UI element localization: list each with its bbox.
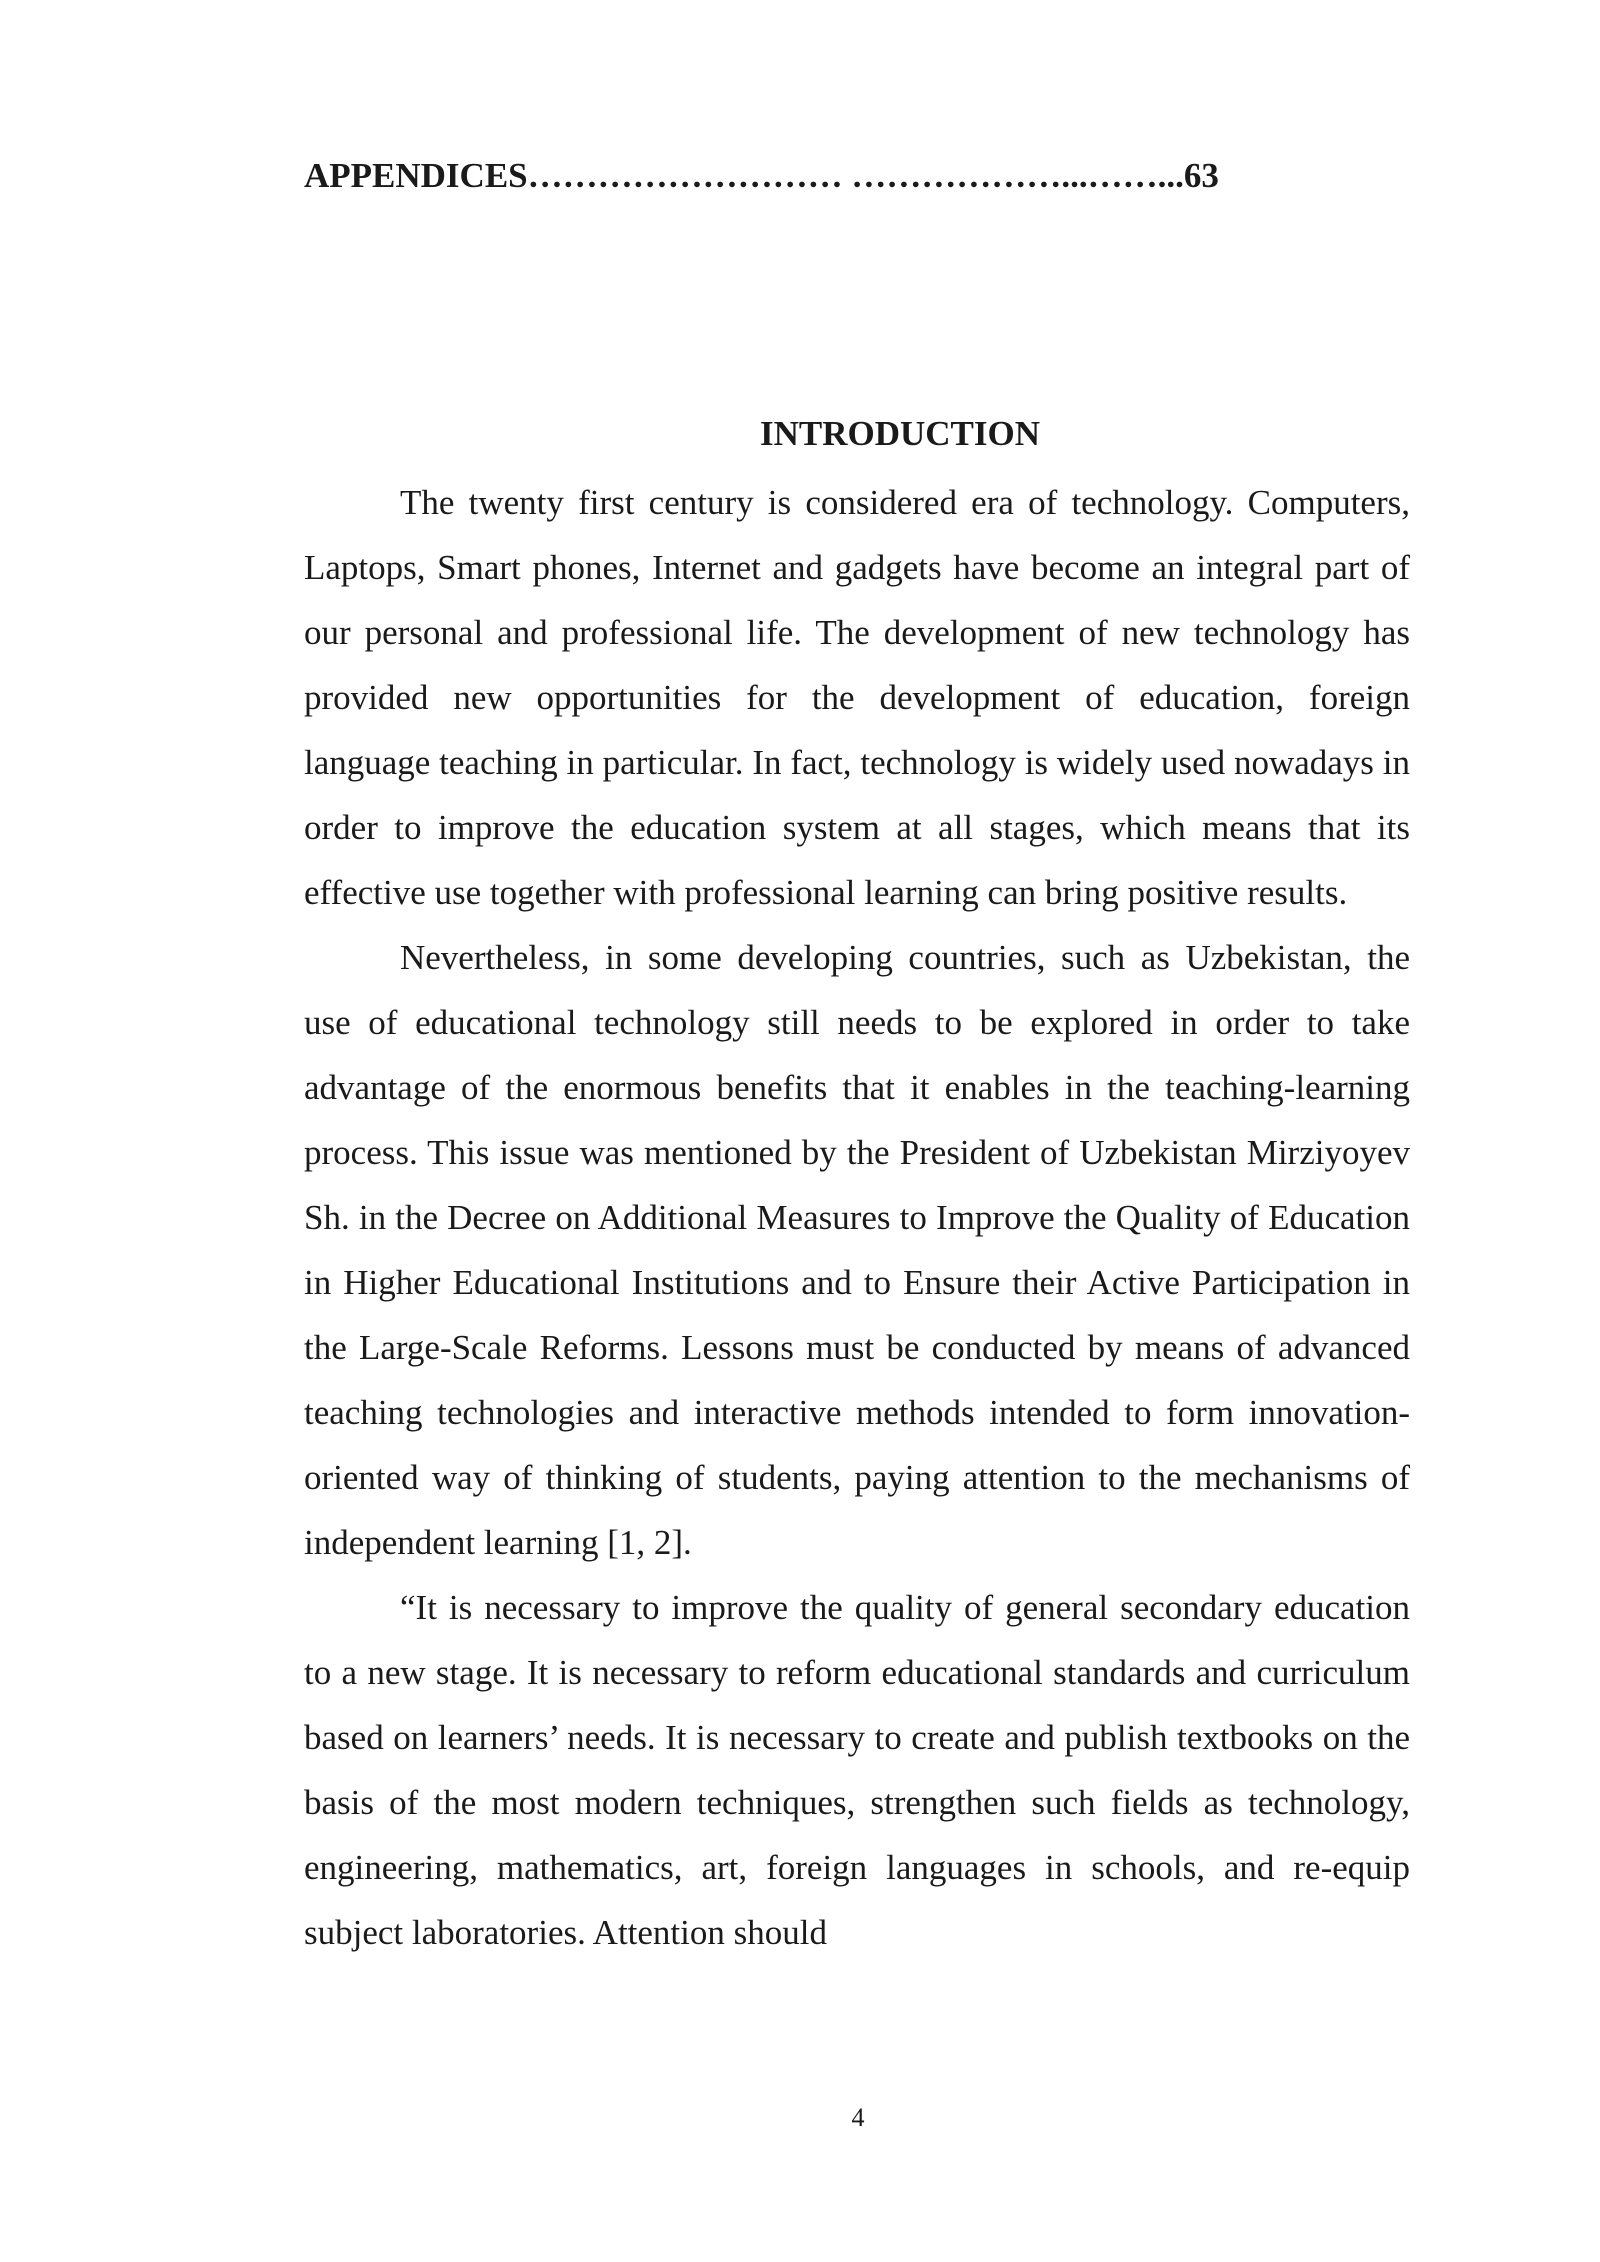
toc-page-number: 63: [1183, 156, 1219, 195]
toc-label: APPENDICES: [304, 156, 528, 195]
page-number: 4: [851, 2103, 865, 2132]
paragraph-1: The twenty first century is considered era of technology. Computers, Laptops, Smart phones, Internet and gadgets have become an integral part of our personal and professional life. The development of new technology has provided new opportunities for the development of education, foreign language teaching in particular. In fact, technology is widely used nowadays in order to improve the education system at all stages, which means that its effective use together with professional learning can bring positive results.: [304, 483, 1410, 912]
body-text: [304, 470, 1410, 1965]
paragraph-2: Nevertheless, in some developing countries, such as Uzbekistan, the use of educational technology still needs to be explored in order to take advantage of the enormous benefits that it enables in the teaching-learning process. This issue was mentioned by the President of Uzbekistan Mirziyoyev Sh. in the Decree on Additional Measures to Improve the Quality of Education in Higher Educational Institutions and to Ensure their Active Participation in the Large-Scale Reforms. Lessons must be conducted by means of advanced teaching technologies and interactive methods intended to form innovation-oriented way of thinking of students, paying attention to the mechanisms of independent learning [1, 2].: [304, 938, 1410, 1562]
paragraph-3: “It is necessary to improve the quality of general secondary education to a new stage. It is necessary to reform educational standards and curriculum based on learners’ needs. It is necessary to create and publish textbooks on the basis of the most modern techniques, strengthen such fields as technology, engineering, mathematics, art, foreign languages in schools, and re-equip subject laboratories. Attention should: [304, 1588, 1410, 1952]
section-heading: INTRODUCTION: [759, 414, 1041, 453]
toc-leader: ……………………… ………………...……...: [527, 156, 1184, 195]
toc-entry-appendices: [304, 152, 1404, 200]
